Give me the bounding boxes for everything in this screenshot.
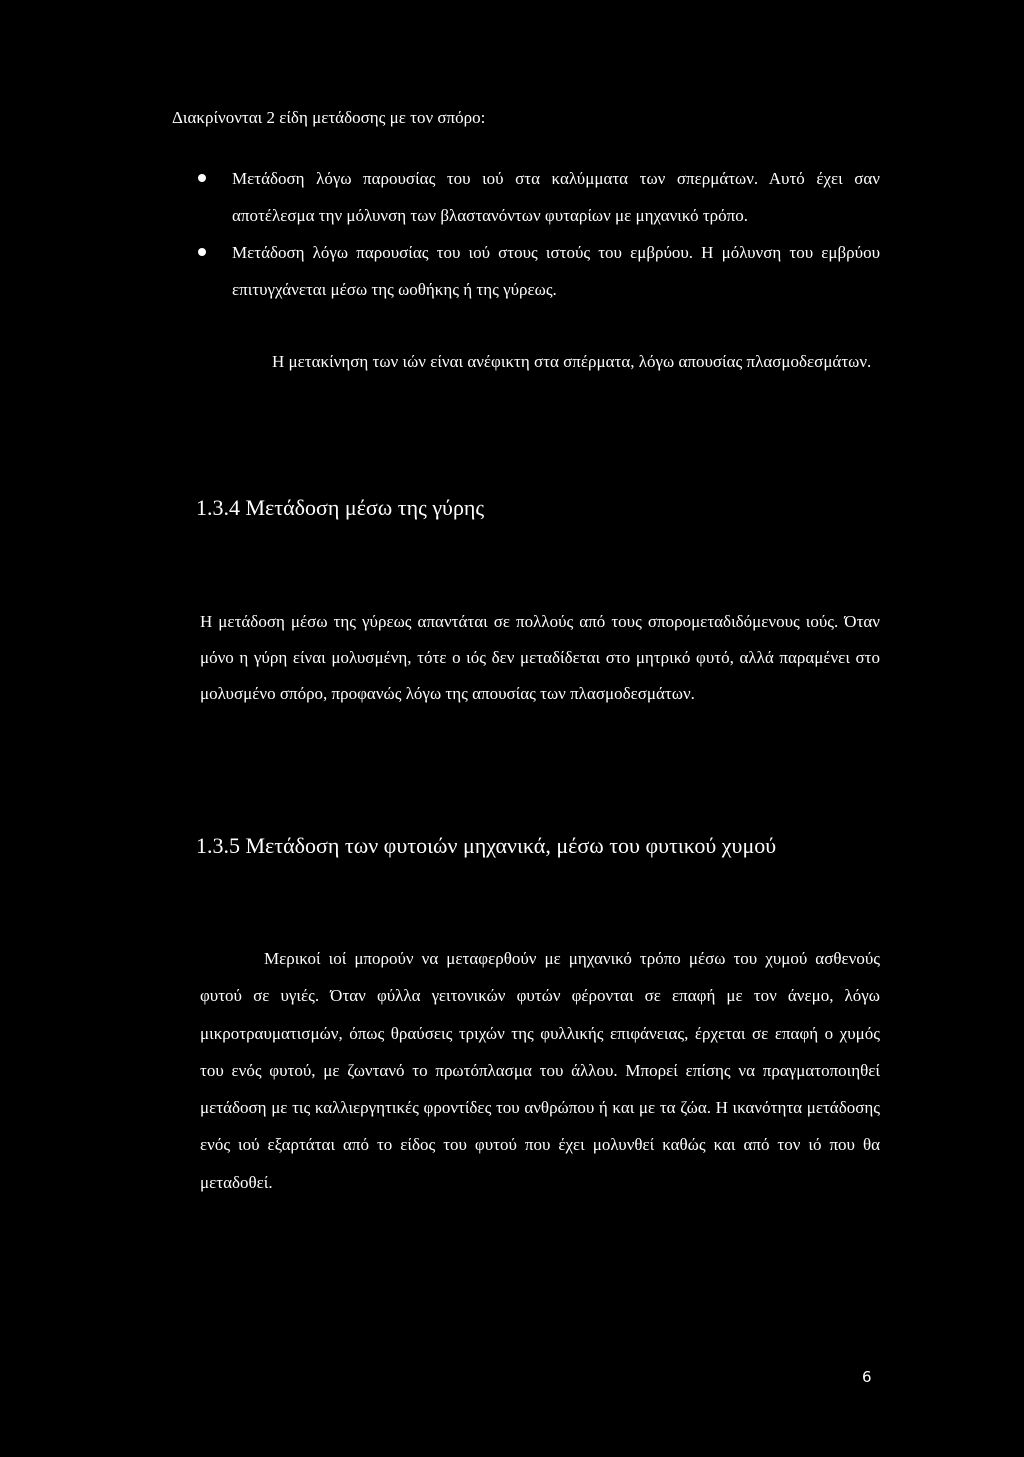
- list-item: [196, 234, 880, 308]
- intro-text: Διακρίνονται 2 είδη μετάδοσης με τον σπόρο:: [172, 108, 486, 127]
- section-paragraph: Μερικοί ιοί μπορούν να μεταφερθούν με μηχανικό τρόπο μέσω του χυμού ασθενούς φυτού σε υγιές. Όταν φύλλα γειτονικών φυτών φέρονται σε επαφή με τον άνεμο, λόγω μικροτραυματισμών, όπως θραύσεις τριχών της φυλλικής επιφάνειας, έρχεται σε επαφή ο χυμός του ενός φυτού, με ζωντανό το πρωτόπλασμα του άλλου. Μπορεί επίσης να πραγματοποιηθεί μετάδοση με τις καλλιεργητικές φροντίδες του ανθρώπου ή και με τα ζώα. Η ικανότητα μετάδοσης ενός ιού εξαρτάται από το είδος του φυτού που έχει μολυνθεί καθώς και από τον ιό που θα μεταδοθεί.: [200, 949, 880, 1192]
- section-heading: 1.3.4 Μετάδοση μέσω της γύρης: [196, 495, 485, 520]
- bullet-dot-icon: [198, 248, 206, 256]
- bullet-dot-icon: [198, 174, 206, 182]
- page-number: 6: [862, 1368, 872, 1386]
- movement-note: Η μετακίνηση των ιών είναι ανέφικτη στα σπέρματα, λόγω απουσίας πλασμοδεσμάτων.: [272, 352, 872, 371]
- bullet-text: Μετάδοση λόγω παρουσίας του ιού στους ιστούς του εμβρύου. Η μόλυνση του εμβρύου επιτυγχάνεται μέσω της ωοθήκης ή της γύρεως.: [232, 243, 880, 299]
- bullet-list: [196, 160, 880, 308]
- section-paragraph: Η μετάδοση μέσω της γύρεως απαντάται σε πολλούς από τους σπορομεταδιδόμενους ιούς. Όταν μόνο η γύρη είναι μολυσμένη, τότε ο ιός δεν μεταδίδεται στο μητρικό φυτό, αλλά παραμένει στο μολυσμένο σπόρο, προφανώς λόγω της απουσίας των πλασμοδεσμάτων.: [200, 612, 880, 703]
- bullet-text: Μετάδοση λόγω παρουσίας του ιού στα καλύμματα των σπερμάτων. Αυτό έχει σαν αποτέλεσμα την μόλυνση των βλαστανόντων φυταρίων με μηχανικό τρόπο.: [232, 169, 880, 225]
- list-item: [196, 160, 880, 234]
- section-heading: 1.3.5 Μετάδοση των φυτοιών μηχανικά, μέσω του φυτικού χυμού: [196, 833, 777, 858]
